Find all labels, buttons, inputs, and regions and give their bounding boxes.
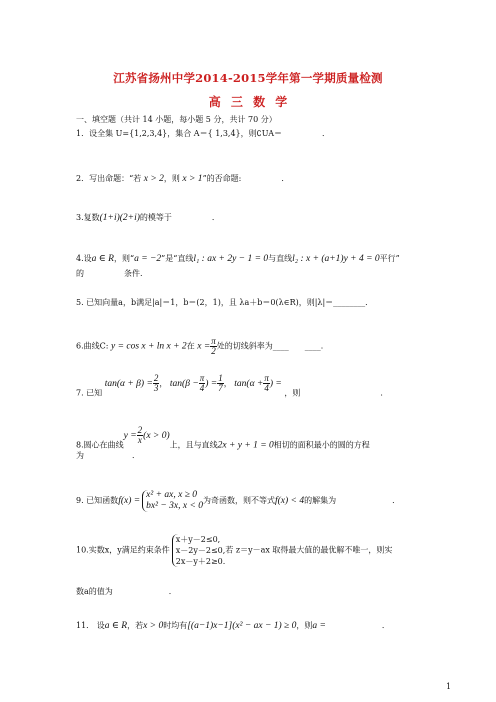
section-heading: 一、填空题（共计 14 小题，每小题 5 分，共计 70 分） xyxy=(76,115,277,124)
fraction-pi-over-2: $\frac{\pi}{2}$ xyxy=(211,336,216,356)
question-7-expressions: tan(α + β) = $\frac{2}{3}$ ， tan(β − $\frac{\pi}{4}$ ) = $\frac{1}{7}$ ， tan(α + $\frac{\pi}{4}$ ) = xyxy=(104,373,282,393)
question-2: 2．写出命题：“若 x > 2，则 x > 1”的否命题: ． xyxy=(76,174,290,184)
question-5: 5. 已知向量a，b满足|a|＝1，b＝(2，1)，且 λa＋b＝0(λ∈R)，则|λ|＝________． xyxy=(76,298,374,307)
question-10-line2: 数a的值为 ． xyxy=(76,587,177,596)
page-number: 1 xyxy=(446,682,452,691)
question-7: 7. 已知 tan(α + β) = $\frac{2}{3}$ ， tan(β − $\frac{\pi}{4}$ ) = $\frac{1}{7}$ ， tan(α + $\frac{\pi}{4}$ ) = ，则 ． xyxy=(76,373,389,398)
question-1: 1．设全集 U={1,2,3,4}，集合 A＝{ 1,3,4}，则∁UA＝ ． xyxy=(76,129,331,138)
question-4-line2: 的 条件. xyxy=(76,269,143,278)
question-4: 4.设a ∈ R，则“a = −2”是“直线l₁ : ax + 2y − 1 = 0与直线l₂ : x + (a+1)y + 4 = 0平行” xyxy=(76,254,400,264)
exam-subtitle: 高 三 数 学 xyxy=(208,95,288,109)
question-3: 3.复数(1+i)(2+i)的模等于 ． xyxy=(76,213,220,223)
question-6: 6.曲线C: y = cos x + ln x + 2在 x = $\frac{\pi}{2}$ 处的切线斜率为____ ____． xyxy=(76,336,329,356)
piecewise-brace: x² + ax, x ≥ 0 bx² − 3x, x < 0 xyxy=(142,490,203,512)
question-8-line2: 为 ． xyxy=(76,451,140,460)
exam-title: 江苏省扬州中学2014-2015学年第一学期质量检测 xyxy=(113,71,383,85)
question-9: 9. 已知函数f(x) = x² + ax, x ≥ 0 bx² − 3x, x < 0 为奇函数，则不等式f(x) < 4的解集为 ． xyxy=(76,490,401,511)
constraint-brace: x＋y－2≤0, x－2y－2≤0, 2x－y＋2≥0. xyxy=(172,534,226,567)
question-10: 10.实数x，y满足约束条件 x＋y－2≤0, x－2y－2≤0, 2x－y＋2≥0. 若 z＝y－ax 取得最大值的最优解不唯一，则实 xyxy=(76,535,393,566)
question-11: 11． 设a ∈ R，若x > 0时均有[(a−1)x−1](x² − ax − 1) ≥ 0，则a = ． xyxy=(76,621,390,631)
question-8: 8.圆心在曲线y = $\frac{2}{x}$ (x > 0)上，且与直线2x + y + 1 = 0相切的面积最小的圆的方程 xyxy=(76,425,370,451)
